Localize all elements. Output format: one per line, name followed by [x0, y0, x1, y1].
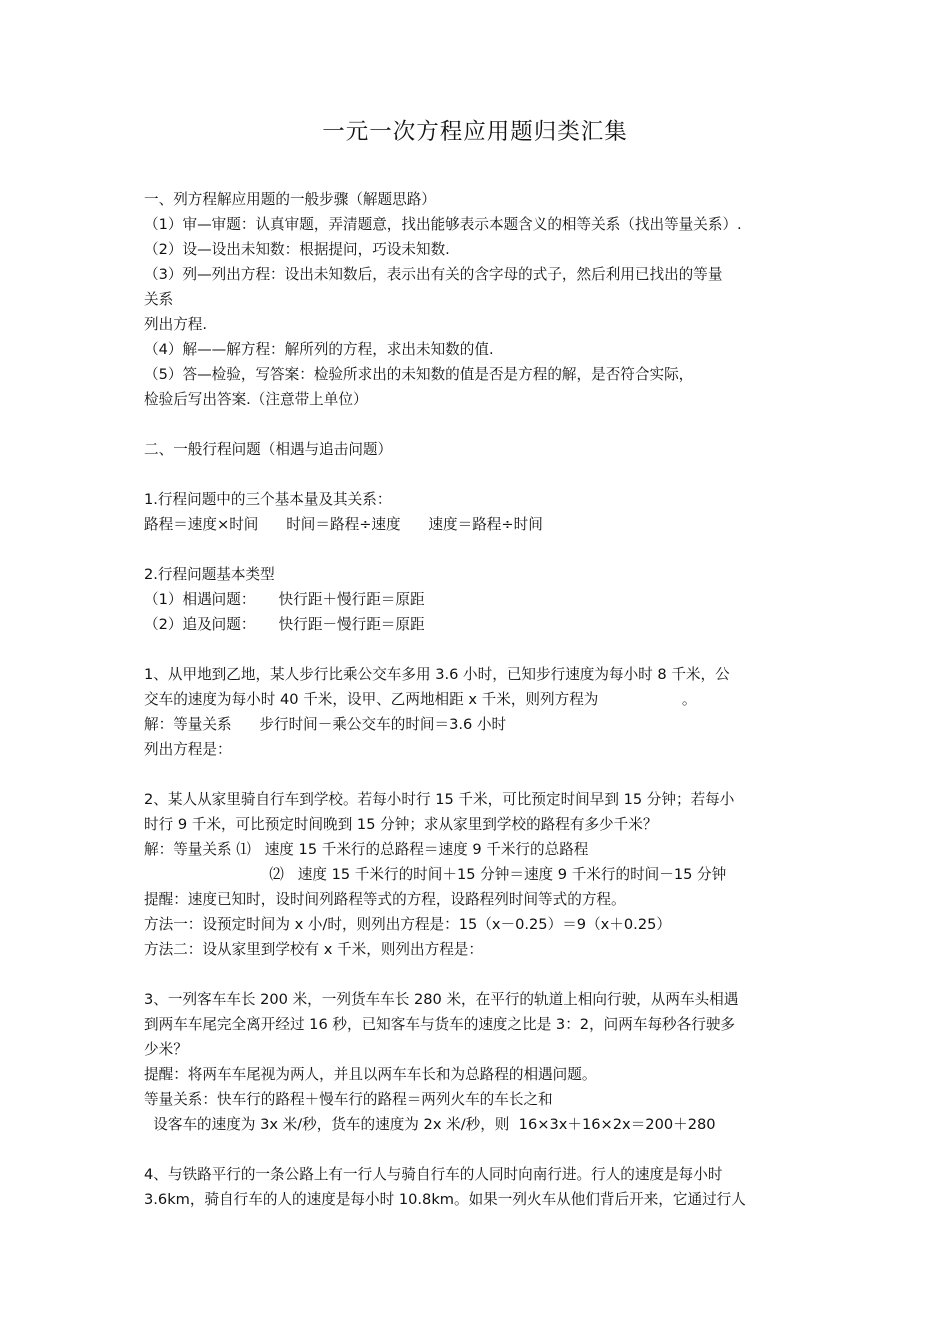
- text-line: （2）追及问题： 快行距－慢行距＝原距: [144, 616, 425, 633]
- paragraph-spacer: [144, 1137, 824, 1162]
- paragraph-spacer: [144, 762, 824, 787]
- text-line: 设客车的速度为 3x 米/秒，货车的速度为 2x 米/秒，则 16×3x＋16×2x＝200＋280: [144, 1116, 716, 1133]
- section-8: [144, 1162, 824, 1212]
- text-line: 3.6km，骑自行车的人的速度是每小时 10.8km。如果一列火车从他们背后开来，它通过行人: [144, 1191, 746, 1208]
- text-line: 4、与铁路平行的一条公路上有一行人与骑自行车的人同时向南行进。行人的速度是每小时: [144, 1166, 723, 1183]
- paragraph-spacer: [144, 962, 824, 987]
- text-line: 方法二：设从家里到学校有 x 千米，则列出方程是：: [144, 941, 483, 958]
- paragraph-spacer: [144, 462, 824, 487]
- text-line: 一、列方程解应用题的一般步骤（解题思路）: [144, 191, 436, 208]
- text-line: 1、从甲地到乙地，某人步行比乘公交车多用 3.6 小时，已知步行速度为每小时 8 千米，公: [144, 666, 730, 683]
- section-5: [144, 662, 824, 762]
- text-line: 2.行程问题基本类型: [144, 566, 275, 583]
- text-line: 列出方程是：: [144, 741, 232, 758]
- section-7: [144, 987, 824, 1137]
- text-line: （1）审—审题：认真审题，弄清题意，找出能够表示本题含义的相等关系（找出等量关系）.: [144, 216, 742, 233]
- document-title: 一元一次方程应用题归类汇集: [322, 119, 628, 145]
- text-line: 等量关系：快车行的路程＋慢车行的路程＝两列火车的车长之和: [144, 1091, 553, 1108]
- section-1: [144, 187, 824, 412]
- text-line: ⑵ 速度 15 千米行的时间＋15 分钟＝速度 9 千米行的时间－15 分钟: [144, 866, 727, 883]
- text-line: 少米？: [144, 1041, 188, 1058]
- text-line: （3）列—列出方程：设出未知数后，表示出有关的含字母的式子，然后利用已找出的等量: [144, 266, 723, 283]
- text-line: 方法一：设预定时间为 x 小/时，则列出方程是：15（x－0.25）＝9（x＋0.25）: [144, 916, 671, 933]
- section-2: [144, 437, 824, 462]
- text-line: 关系: [144, 291, 174, 308]
- text-line: 2、某人从家里骑自行车到学校。若每小时行 15 千米，可比预定时间早到 15 分钟；若每小: [144, 791, 735, 808]
- text-line: 时行 9 千米，可比预定时间晚到 15 分钟；求从家里到学校的路程有多少千米？: [144, 816, 658, 833]
- paragraph-spacer: [144, 412, 824, 437]
- text-line: 到两车车尾完全离开经过 16 秒，已知客车与货车的速度之比是 3：2，问两车每秒各行驶多: [144, 1016, 736, 1033]
- text-line: 解：等量关系 ⑴ 速度 15 千米行的总路程＝速度 9 千米行的总路程: [144, 841, 589, 858]
- document-body: [144, 187, 824, 1212]
- text-line: 解：等量关系 步行时间－乘公交车的时间＝3.6 小时: [144, 716, 507, 733]
- text-line: 提醒：将两车车尾视为两人，并且以两车车长和为总路程的相遇问题。: [144, 1066, 597, 1083]
- text-line: 3、一列客车车长 200 米，一列货车车长 280 米，在平行的轨道上相向行驶，从两车头相遇: [144, 991, 739, 1008]
- text-line: 1.行程问题中的三个基本量及其关系：: [144, 491, 392, 508]
- section-6: [144, 787, 824, 962]
- text-line: 二、一般行程问题（相遇与追击问题）: [144, 441, 393, 458]
- text-line: 列出方程.: [144, 316, 208, 333]
- section-4: [144, 562, 824, 637]
- text-line: （1）相遇问题： 快行距＋慢行距＝原距: [144, 591, 425, 608]
- text-line: 检验后写出答案.（注意带上单位）: [144, 391, 368, 408]
- text-line: 交车的速度为每小时 40 千米，设甲、乙两地相距 x 千米，则列方程为 。: [144, 691, 697, 708]
- text-line: 提醒：速度已知时，设时间列路程等式的方程，设路程列时间等式的方程。: [144, 891, 626, 908]
- text-line: （5）答—检验，写答案：检验所求出的未知数的值是否是方程的解，是否符合实际，: [144, 366, 694, 383]
- section-3: [144, 487, 824, 537]
- text-line: （2）设—设出未知数：根据提问，巧设未知数.: [144, 241, 450, 258]
- paragraph-spacer: [144, 637, 824, 662]
- text-line: （4）解——解方程：解所列的方程，求出未知数的值.: [144, 341, 494, 358]
- text-line: 路程＝速度×时间 时间＝路程÷速度 速度＝路程÷时间: [144, 516, 543, 533]
- paragraph-spacer: [144, 537, 824, 562]
